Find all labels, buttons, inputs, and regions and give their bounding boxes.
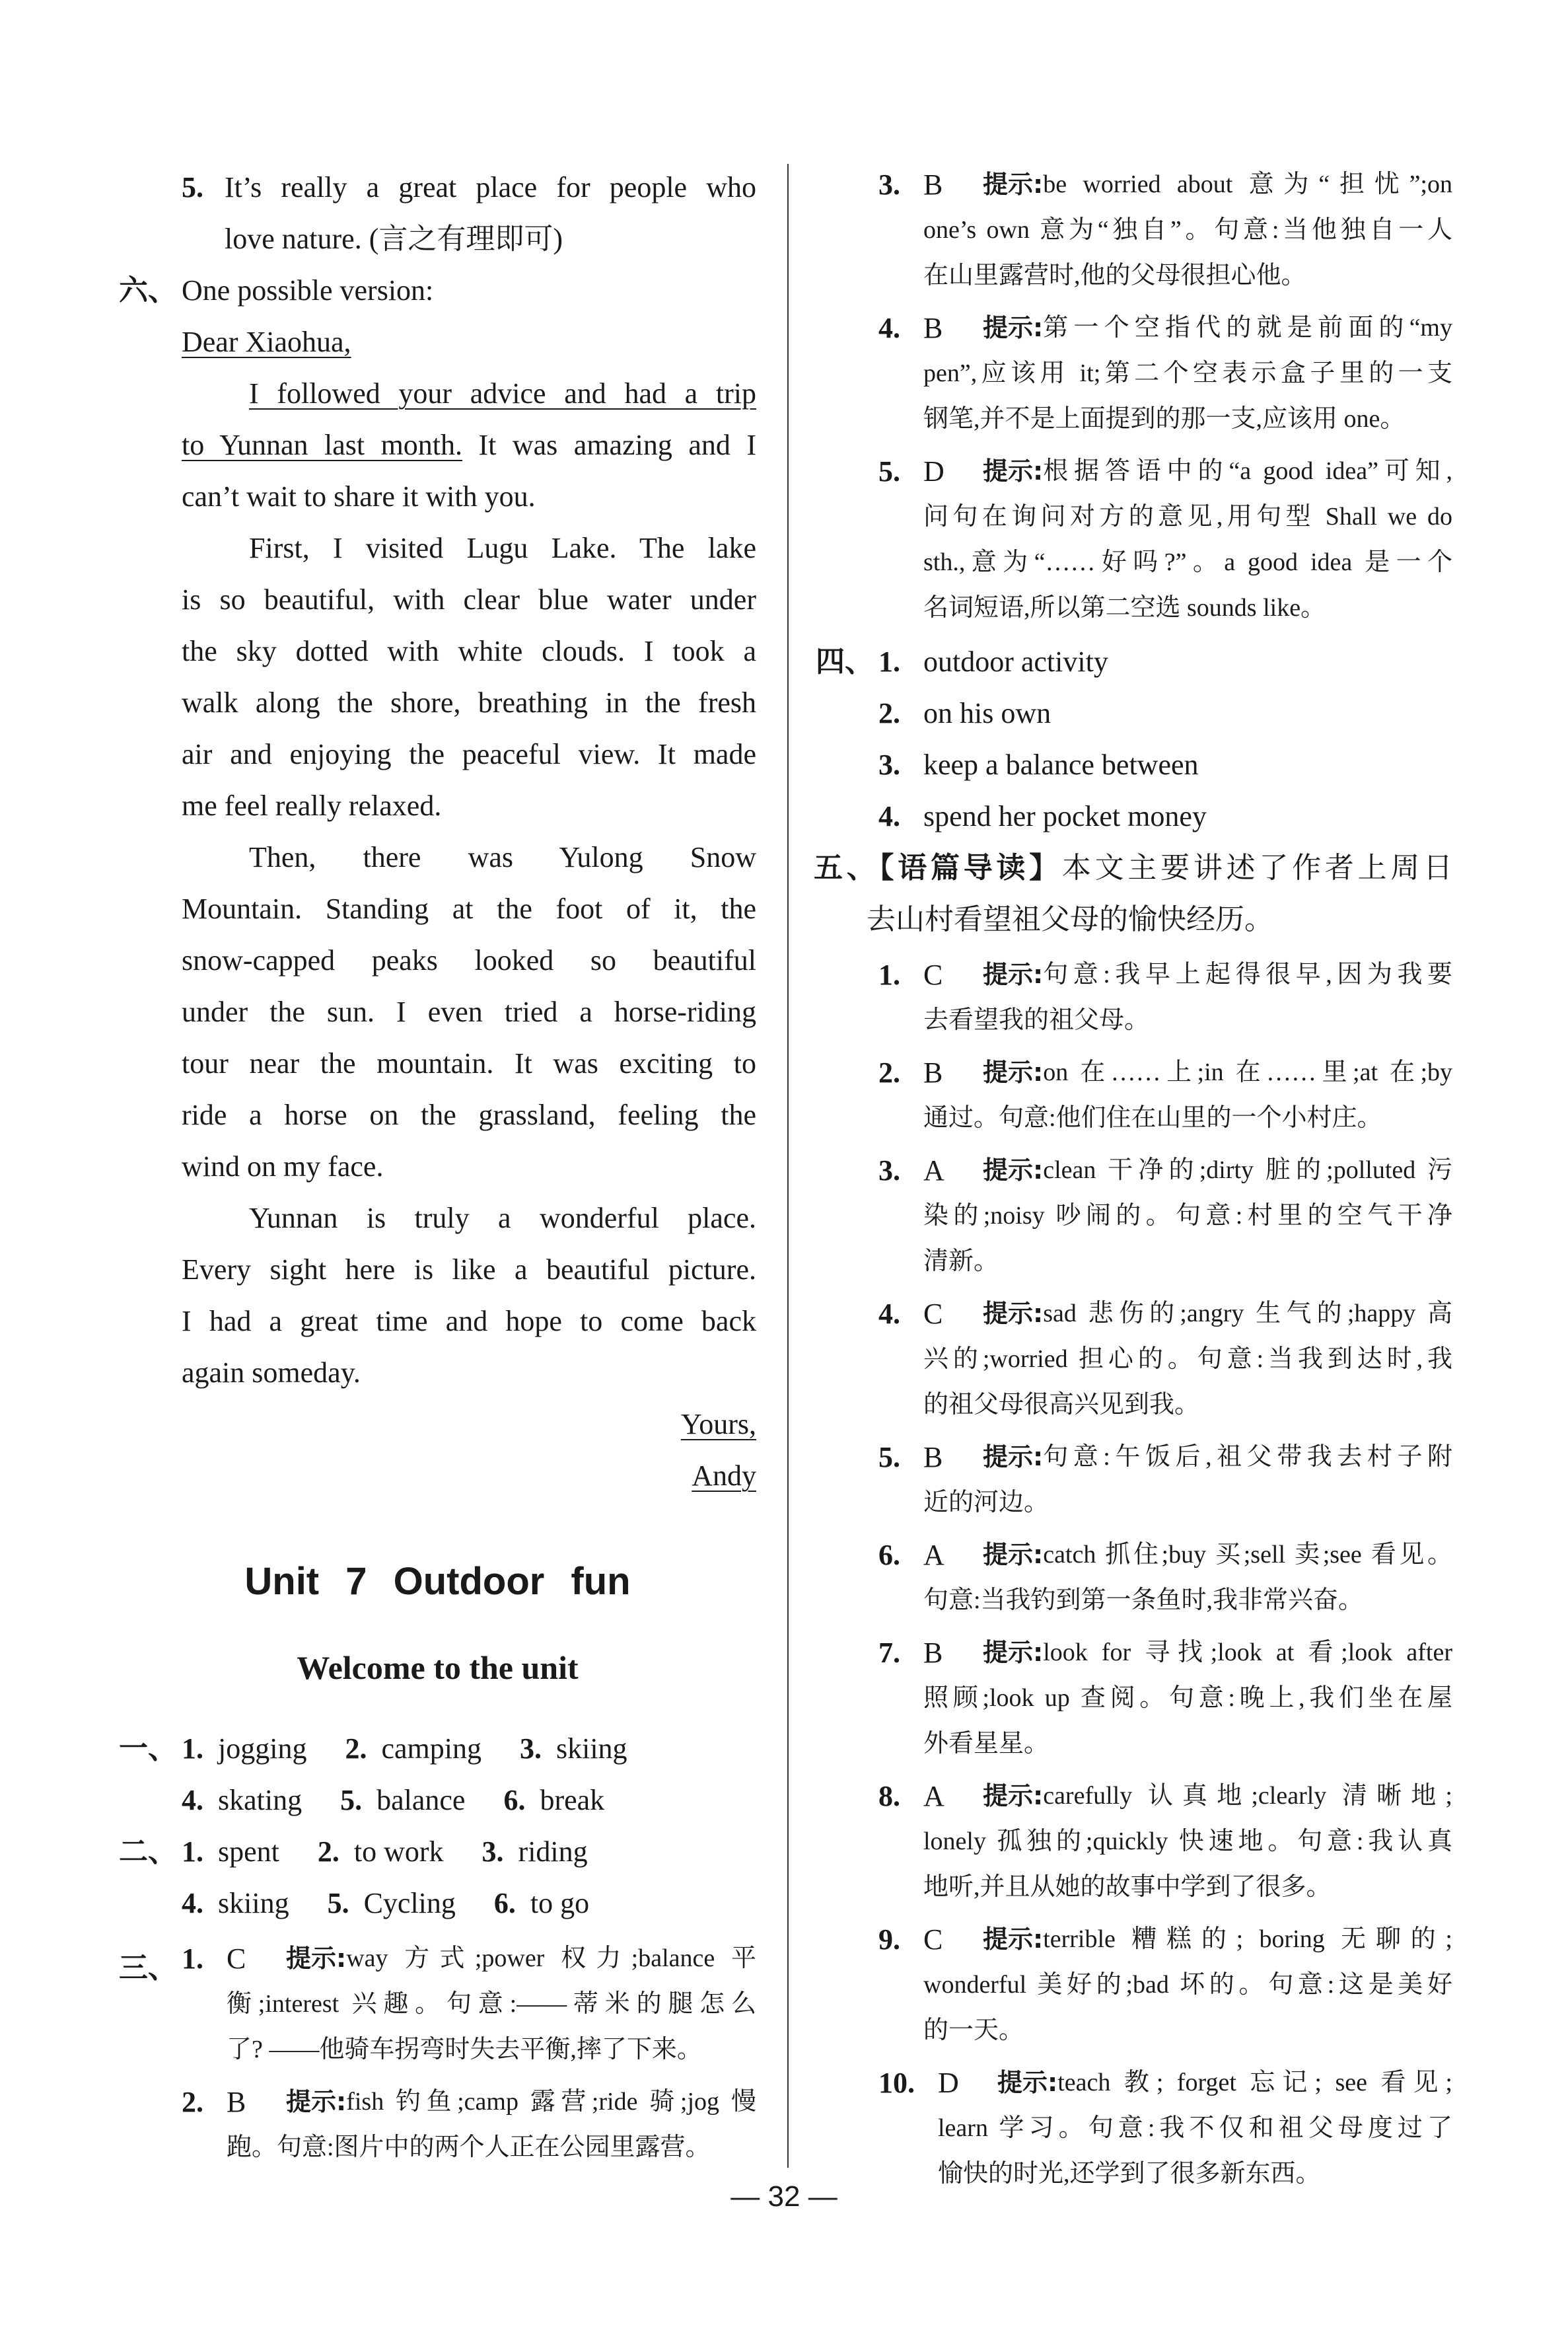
letter-line: [182, 420, 756, 471]
answer-text: keep a balance between: [923, 749, 1199, 781]
item-number: 4.: [182, 1887, 203, 1919]
section-label: 三、: [119, 1952, 177, 1984]
hint-text: 地听,并且从她的故事中学到了很多。: [923, 1873, 1332, 1901]
item-number: 2.: [317, 1835, 339, 1868]
letter-text: I had a great time and hope to come back: [182, 1305, 756, 1337]
letter-line: [182, 729, 756, 780]
item-number: 3.: [878, 1154, 900, 1187]
answer-item: [878, 739, 1452, 791]
item-number: 3.: [878, 168, 900, 201]
answer-item: [182, 2079, 756, 2170]
hint-text: catch 抓住;buy 买;sell 卖;see 看见。: [1043, 1541, 1452, 1568]
hint-text: 在山里露营时,他的父母很担心他。: [923, 262, 1306, 289]
hint-text: way 方式;power 权力;balance 平: [346, 1944, 756, 1972]
item-number: 3.: [519, 1732, 542, 1765]
answer-item: [503, 1775, 604, 1826]
right-column: [814, 155, 1453, 2197]
hint-text: lonely 孤独的;quickly 快速地。句意:我认真: [923, 1827, 1452, 1855]
letter-line: [182, 523, 756, 574]
hint-line: [878, 1630, 1452, 1676]
hint-line: [878, 1337, 1452, 1382]
answer-word: skiing: [218, 1887, 289, 1919]
answer-word: to go: [530, 1887, 590, 1919]
letter-text: Then, there was Yulong Snow: [249, 841, 756, 873]
item-number: 10.: [878, 2067, 915, 2099]
answer-item: [340, 1775, 465, 1826]
item-number: 2.: [182, 2086, 203, 2118]
hint-text: sad 悲伤的;angry 生气的;happy 高: [1043, 1300, 1452, 1327]
item-number: 6.: [503, 1784, 526, 1816]
answer-letter: C: [227, 1942, 246, 1975]
hint-text: 句意:我早上起得很早,因为我要: [1043, 961, 1452, 988]
hint-text: fish 钓鱼;camp 露营;ride 骑;jog 慢: [346, 2088, 756, 2116]
hint-line: [878, 1773, 1452, 1819]
answer-item: [878, 2060, 1452, 2197]
answer-item: [878, 1148, 1452, 1284]
hint-line: [182, 1981, 756, 2027]
section-label: 一、: [119, 1732, 177, 1765]
item-5-text: It’s really a great place for people who: [225, 171, 756, 203]
item-number: 1.: [878, 646, 900, 678]
hint-label: 提示:: [983, 170, 1044, 199]
answer-word: riding: [518, 1835, 588, 1868]
hint-line: [878, 305, 1452, 351]
answer-word: skiing: [555, 1732, 627, 1765]
item-number: 1.: [878, 959, 900, 991]
answer-item: [878, 162, 1452, 299]
hint-line: [878, 1434, 1452, 1480]
hint-line: [878, 952, 1452, 998]
letter-text: is so beautiful, with clear blue water under: [182, 583, 756, 616]
item-number: 6.: [493, 1887, 516, 1919]
hint-line: [878, 540, 1452, 585]
item-number: 5.: [340, 1784, 363, 1816]
answer-letter: B: [227, 2086, 246, 2118]
hint-line: [878, 2060, 1452, 2106]
letter-text: Yunnan is truly a wonderful place.: [249, 1202, 756, 1234]
section-5-items: [878, 952, 1452, 2197]
hint-text: learn 学习。句意:我不仅和祖父母度过了: [938, 2114, 1452, 2142]
answer-item: [878, 1773, 1452, 1910]
answer-word: to work: [353, 1835, 444, 1868]
hint-text: 的祖父母很高兴见到我。: [923, 1391, 1200, 1419]
letter-text: walk along the shore, breathing in the fresh: [182, 686, 756, 719]
closing-line: [182, 1399, 756, 1450]
hint-text: 照顾;look up 查阅。句意:晚上,我们坐在屋: [923, 1684, 1452, 1712]
section-label: 五、: [814, 852, 880, 884]
hint-line: [878, 1917, 1452, 1962]
hint-text: one’s own 意为“独自”。句意:当他独自一人: [923, 216, 1452, 244]
letter-text: First, I visited Lugu Lake. The lake: [249, 532, 756, 564]
hint-line: [878, 253, 1452, 299]
letter-line: [182, 1244, 756, 1296]
hint-text: on 在……上;in 在……里;at 在;by: [1043, 1058, 1452, 1086]
answer-word: Cycling: [363, 1887, 456, 1919]
answer-item: [328, 1878, 456, 1929]
guide-text: 本文主要讲述了作者上周日: [1061, 852, 1453, 884]
hint-text: 第一个空指代的就是前面的“my: [1043, 314, 1452, 342]
section-label: 二、: [119, 1835, 177, 1868]
hint-line: [878, 1676, 1452, 1721]
letter-text: me feel really relaxed.: [182, 790, 442, 822]
letter-text: air and enjoying the peaceful view. It made: [182, 738, 756, 770]
letter-line: [182, 1141, 756, 1193]
letter-line: [182, 1193, 756, 1244]
hint-text: 名词短语,所以第二空选 sounds like。: [923, 594, 1326, 622]
answer-word: balance: [376, 1784, 466, 1816]
letter-line: [182, 883, 756, 935]
section-5: [814, 842, 1453, 945]
answer-letter: D: [938, 2067, 959, 2099]
closing: Yours,: [680, 1408, 756, 1440]
answer-letter: D: [923, 455, 944, 488]
letter-line: [182, 1347, 756, 1399]
letter-text: under the sun. I even tried a horse-riding: [182, 996, 756, 1028]
answer-word: camping: [381, 1732, 481, 1765]
hint-line: [878, 351, 1452, 396]
letter-line: [182, 677, 756, 729]
letter-line: [182, 626, 756, 677]
answer-item: [494, 1878, 589, 1929]
hint-label: 提示:: [983, 1058, 1044, 1087]
item-number: 5.: [327, 1887, 349, 1919]
hint-line: [878, 585, 1452, 631]
answer-letter: B: [923, 312, 943, 344]
answer-letter: A: [923, 1539, 944, 1571]
unit-title: Unit 7 Outdoor fun: [244, 1560, 631, 1603]
answer-item: [182, 1775, 302, 1826]
hint-line: [878, 449, 1452, 494]
hint-text: 跑。句意:图片中的两个人正在公园里露营。: [227, 2133, 711, 2161]
hint-line: [878, 1532, 1452, 1578]
hint-text: teach 教; forget 忘记; see 看见;: [1057, 2069, 1452, 2096]
left-exercises: [119, 1723, 756, 2170]
hint-line: [878, 1864, 1452, 1910]
answer-letter: C: [923, 1298, 943, 1330]
hint-text: 兴的;worried 担心的。句意:当我到达时,我: [923, 1345, 1452, 1373]
answer-item: [878, 305, 1452, 442]
answer-item: [878, 1050, 1452, 1141]
letter-line: [182, 935, 756, 986]
hint-line: [182, 2125, 756, 2170]
answer-letter: B: [923, 168, 943, 201]
hint-text: 钢笔,并不是上面提到的那一支,应该用 one。: [923, 405, 1406, 433]
hint-line: [878, 1578, 1452, 1623]
answer-text: outdoor activity: [923, 646, 1108, 678]
answer-row: [119, 1723, 756, 1775]
hint-line: [878, 1819, 1452, 1864]
letter-line: [182, 1089, 756, 1141]
item-number: 4.: [878, 1298, 900, 1330]
hint-label: 提示:: [983, 1540, 1044, 1569]
answer-item: [878, 1917, 1452, 2053]
item-number: 4.: [878, 312, 900, 344]
hint-label: 提示:: [983, 1442, 1044, 1471]
hint-line: [878, 207, 1452, 253]
intro-text: One possible version:: [182, 274, 434, 307]
hint-text: clean 干净的;dirty 脏的;polluted 污: [1043, 1156, 1452, 1184]
hint-line: [878, 1382, 1452, 1428]
hint-line: [878, 494, 1452, 540]
section-3: [119, 1936, 756, 2170]
item-number: 1.: [182, 1942, 203, 1975]
section-6: [119, 265, 756, 316]
hint-line: [878, 1193, 1452, 1239]
hint-line: [878, 162, 1452, 207]
hint-line: [182, 2027, 756, 2073]
hint-line: [878, 1050, 1452, 1095]
hint-text: 的一天。: [923, 2016, 1024, 2044]
hint-text: pen”,应该用 it;第二个空表示盒子里的一支: [923, 359, 1452, 387]
answer-item: [878, 688, 1452, 739]
letter-text: ride a horse on the grassland, feeling the: [182, 1099, 756, 1131]
hint-line: [878, 1721, 1452, 1767]
hint-label: 提示:: [983, 960, 1044, 989]
letter-text: wind on my face.: [182, 1150, 384, 1183]
answer-letter: B: [923, 1056, 943, 1089]
answer-item: [878, 1630, 1452, 1767]
hint-label: 提示:: [983, 1638, 1044, 1667]
left-column-top: [119, 162, 756, 1502]
answer-letter: B: [923, 1441, 943, 1473]
item-number: 2.: [878, 697, 900, 729]
answer-row: [182, 1775, 756, 1826]
item-number: 8.: [878, 1780, 900, 1812]
hint-text: be worried about 意为“担忧”;on: [1043, 170, 1452, 198]
answer-letter: B: [923, 1637, 943, 1669]
hint-text: terrible 糟糕的; boring 无聊的;: [1043, 1925, 1452, 1953]
answer-letter: C: [923, 1923, 943, 1956]
answer-word: spent: [218, 1835, 279, 1868]
item-number: 4.: [182, 1784, 203, 1816]
item-number: 7.: [878, 1637, 900, 1669]
hint-label: 提示:: [983, 1781, 1044, 1810]
hint-line: [878, 2008, 1452, 2053]
hint-text: 近的河边。: [923, 1489, 1050, 1516]
answer-word: jogging: [218, 1732, 307, 1765]
letter-line: [182, 368, 756, 420]
hint-text: look for 寻找;look at 看;look after: [1043, 1639, 1452, 1666]
answer-item: [878, 449, 1452, 631]
hint-label: 提示:: [286, 2087, 347, 2116]
signature-line: [182, 1450, 756, 1502]
letter-line: [182, 986, 756, 1038]
section-label: 四、: [816, 646, 874, 678]
hint-label: 提示:: [983, 1299, 1044, 1328]
hint-text: 染的;noisy 吵闹的。句意:村里的空气干净: [923, 1202, 1452, 1230]
guide-text: 去山村看望祖父母的愉快经历。: [867, 903, 1273, 936]
hint-text: 问句在询问对方的意见,用句型 Shall we do: [923, 503, 1452, 531]
letter-text: again someday.: [182, 1356, 361, 1389]
item-number: 2.: [345, 1732, 367, 1765]
guide-line: [814, 842, 1452, 894]
hint-text: 句意:午饭后,祖父带我去村子附: [1043, 1443, 1452, 1471]
answer-item: [878, 952, 1452, 1043]
answer-letter: C: [923, 959, 943, 991]
letter-text: Every sight here is like a beautiful picture.: [182, 1253, 756, 1286]
guide-tag: 【语篇导读】: [879, 851, 1062, 885]
letter-text: Mountain. Standing at the foot of it, the: [182, 893, 756, 925]
answer-item: [318, 1826, 444, 1878]
answer-word: break: [540, 1784, 605, 1816]
answer-item: [482, 1826, 588, 1878]
item-number: 3.: [878, 749, 900, 781]
hint-line: [878, 1239, 1452, 1284]
hint-text: sth.,意为“……好吗?”。a good idea 是一个: [923, 548, 1452, 576]
hint-label: 提示:: [983, 1925, 1044, 1954]
hint-line: [878, 1480, 1452, 1526]
letter-text: tour near the mountain. It was exciting to: [182, 1047, 756, 1080]
item-number: 2.: [878, 1056, 900, 1089]
answer-item: [345, 1723, 481, 1775]
hint-line: [878, 1148, 1452, 1193]
letter-text: the sky dotted with white clouds. I took a: [182, 635, 756, 667]
section-title: Welcome to the unit: [297, 1649, 579, 1686]
letter-line: [182, 780, 756, 832]
underlined-text: to Yunnan last month.: [182, 429, 463, 461]
item-number: 5.: [878, 455, 900, 488]
hint-line: [878, 998, 1452, 1043]
greeting-text: Dear Xiaohua,: [182, 326, 351, 358]
answer-text: on his own: [923, 697, 1051, 729]
answer-row: [119, 1826, 756, 1878]
answer-item: [182, 1723, 306, 1775]
hint-label: 提示:: [997, 2068, 1058, 2097]
item-number: 5.: [182, 171, 203, 203]
letter-line: [182, 574, 756, 626]
section-label: 六、: [119, 274, 177, 307]
hint-text: 清新。: [923, 1247, 999, 1275]
hint-label: 提示:: [983, 457, 1044, 486]
answer-row: [182, 1878, 756, 1929]
letter-line: [182, 1038, 756, 1089]
hint-text: carefully 认真地;clearly 清晰地;: [1043, 1782, 1452, 1810]
letter-text: can’t wait to share it with you.: [182, 480, 536, 513]
hint-text: 去看望我的祖父母。: [923, 1006, 1150, 1034]
item-number: 3.: [481, 1835, 504, 1868]
guide-line: [867, 894, 1452, 945]
item-number: 4.: [878, 800, 900, 832]
hint-line: [878, 396, 1452, 442]
item-number: 5.: [878, 1441, 900, 1473]
hint-text: 通过。句意:他们住在山里的一个小村庄。: [923, 1104, 1382, 1132]
hint-line: [182, 2079, 756, 2125]
answer-item: [878, 1434, 1452, 1526]
letter-line: [182, 832, 756, 883]
item-number: 6.: [878, 1539, 900, 1571]
item-5-text: love nature. (言之有理即可): [225, 223, 563, 255]
answer-letter: A: [923, 1780, 944, 1812]
page-number: — 32 —: [731, 2180, 837, 2213]
hint-line: [878, 1291, 1452, 1337]
letter-line: [182, 471, 756, 523]
item-number: 1.: [182, 1732, 203, 1765]
answer-item: [878, 1532, 1452, 1623]
answer-item: [182, 1878, 289, 1929]
answer-item: [182, 1936, 756, 2073]
column-divider: [787, 164, 789, 2168]
hint-label: 提示:: [286, 1944, 347, 1973]
hint-line: [878, 1095, 1452, 1141]
greeting: [182, 316, 756, 368]
letter-text: It was amazing and I: [462, 429, 756, 461]
answer-item: [878, 1291, 1452, 1428]
hint-text: 外看星星。: [923, 1730, 1050, 1757]
hint-line: [182, 1936, 756, 1981]
answer-item: [520, 1723, 627, 1775]
letter-line: [182, 1296, 756, 1347]
hint-text: wonderful 美好的;bad 坏的。句意:这是美好: [923, 1971, 1452, 1999]
item-number: 1.: [182, 1835, 203, 1868]
underlined-text: I followed your advice and had a trip: [249, 377, 756, 410]
answer-word: skating: [218, 1784, 303, 1816]
section-4: [816, 636, 1452, 842]
hint-text: 根据答语中的“a good idea”可知,: [1043, 457, 1452, 485]
signature: Andy: [692, 1459, 756, 1492]
answer-text: spend her pocket money: [923, 800, 1207, 832]
hint-text: 衡;interest 兴趣。句意:——蒂米的腿怎么: [227, 1990, 756, 2018]
answer-letter: A: [923, 1154, 944, 1187]
item-5: [182, 162, 756, 213]
answer-item: [816, 636, 1452, 688]
answer-item: [878, 791, 1452, 842]
hint-text: 愉快的时光,还学到了很多新东西。: [938, 2160, 1321, 2188]
hint-label: 提示:: [983, 313, 1044, 342]
answer-item: [182, 1826, 279, 1878]
item-number: 9.: [878, 1923, 900, 1956]
letter-text: snow-capped peaks looked so beautiful: [182, 944, 756, 977]
hint-label: 提示:: [983, 1156, 1044, 1185]
hint-text: 了? ——他骑车拐弯时失去平衡,摔了下来。: [227, 2036, 702, 2063]
hint-line: [878, 1962, 1452, 2008]
hint-text: 句意:当我钓到第一条鱼时,我非常兴奋。: [923, 1586, 1364, 1614]
hint-line: [878, 2106, 1452, 2151]
